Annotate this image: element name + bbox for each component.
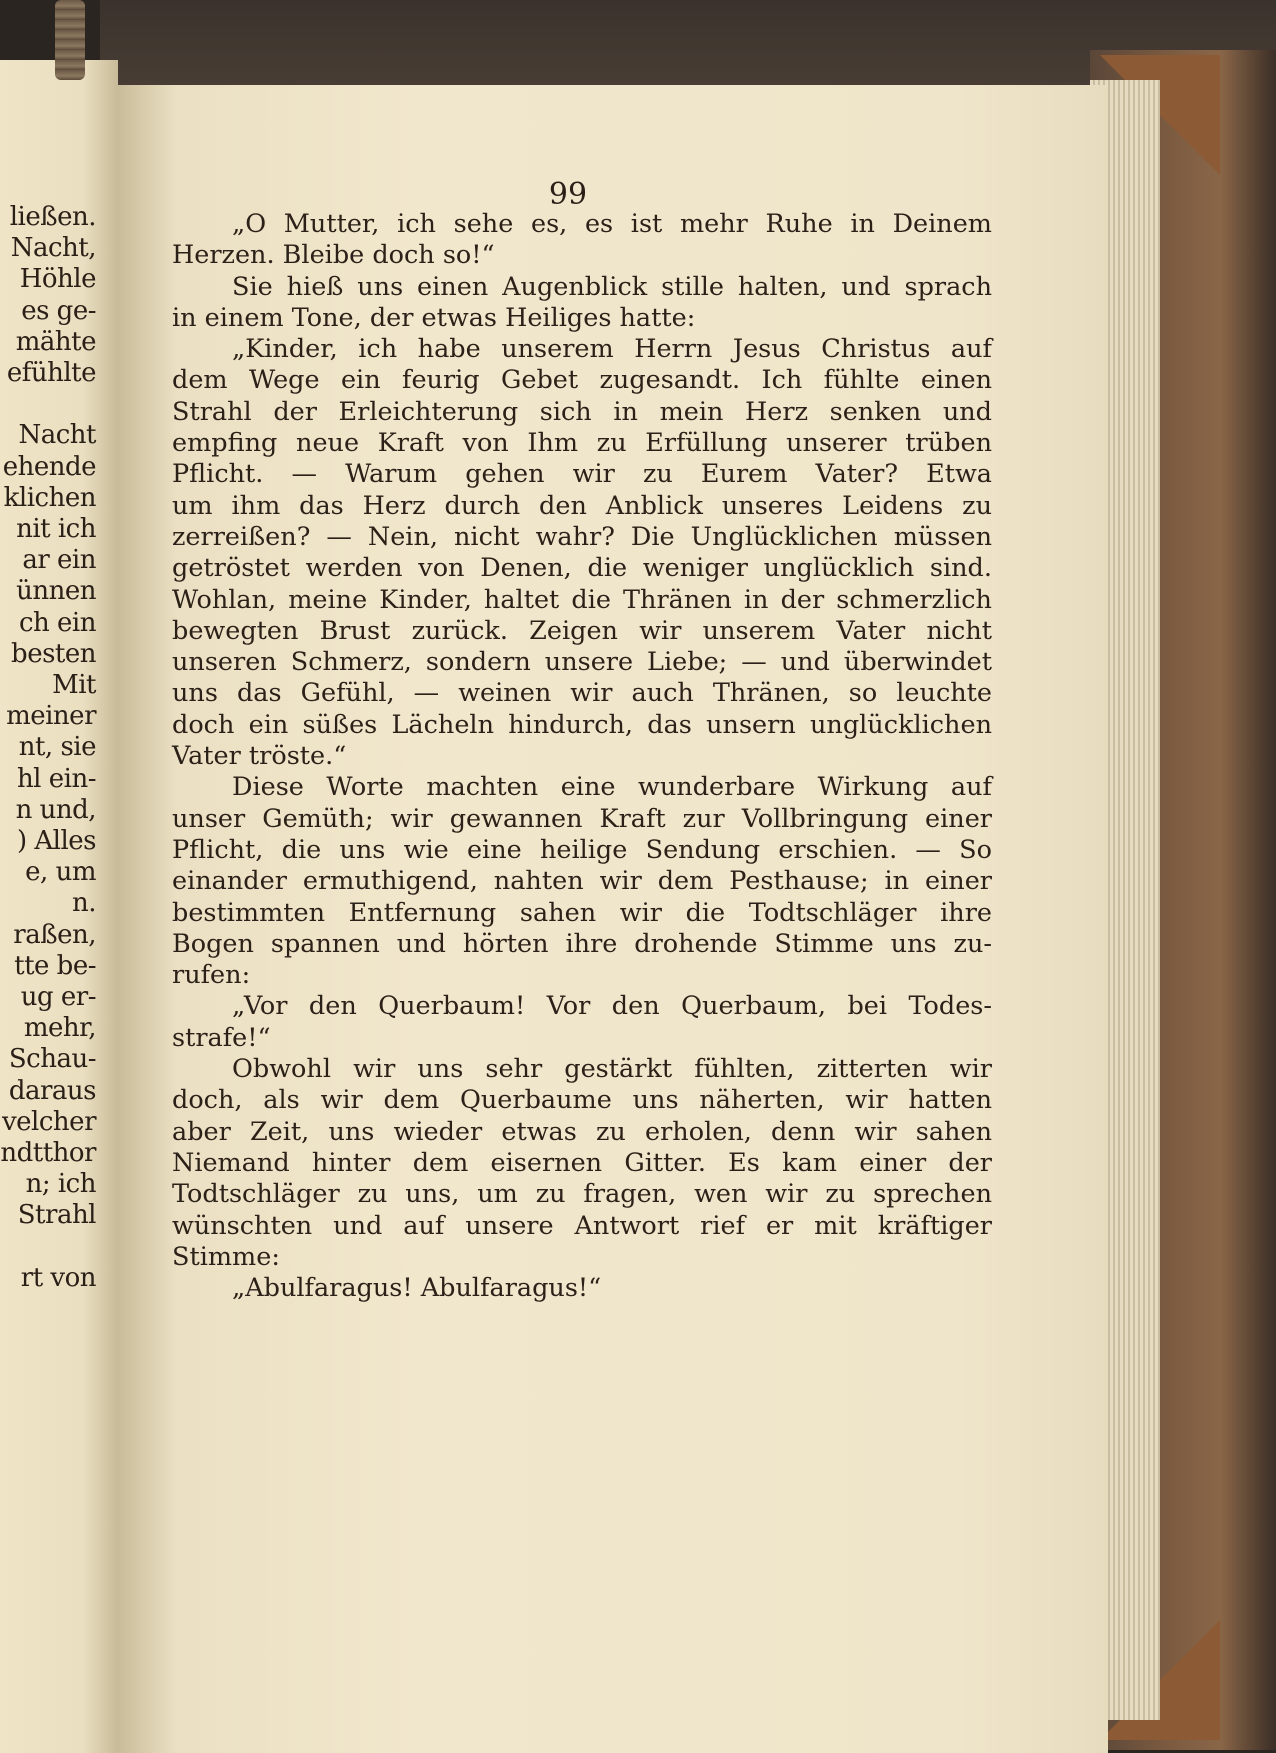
left-page-fragment: ) Alles	[16, 826, 96, 856]
text-line: aber Zeit, uns wieder etwas zu erholen, denn wir sahen	[172, 1116, 992, 1147]
left-page-fragment: ließen.	[9, 202, 96, 232]
text-line: uns das Gefühl, — weinen wir auch Thränen, so leuchte	[172, 678, 992, 709]
text-line: unser Gemüth; wir gewannen Kraft zur Vollbringung einer	[172, 803, 992, 834]
text-line: Wohlan, meine Kinder, haltet die Thränen in der schmerzlich	[172, 584, 992, 615]
text-line: einander ermuthigend, nahten wir dem Pesthause; in einer	[172, 866, 992, 897]
left-page-fragment: n.	[71, 888, 96, 919]
text-line: strafe!“	[172, 1022, 271, 1053]
left-page-fragment: Höhle	[19, 264, 96, 295]
text-line: Pflicht, die uns wie eine heilige Sendung erschien. — So	[172, 834, 992, 865]
left-page-fragment: ug er-	[20, 982, 96, 1012]
left-page-fragment: nit ich	[16, 514, 96, 544]
text-line: Sie hieß uns einen Augenblick stille halten, und sprach	[232, 271, 992, 302]
left-page-fragment: besten	[11, 638, 96, 669]
text-line: Niemand hinter dem eisernen Gitter. Es kam einer der	[172, 1147, 992, 1178]
left-page-fragment: ar ein	[22, 545, 96, 576]
text-line: „Abulfaragus! Abulfaragus!“	[232, 1273, 602, 1304]
left-page-fragment: rt von	[20, 1262, 96, 1293]
left-page-fragment: ehende	[2, 451, 96, 482]
left-page	[0, 60, 118, 1753]
left-page-fragment: n und,	[15, 794, 96, 825]
left-page-fragment: raßen,	[13, 919, 96, 950]
text-line: bestimmten Entfernung sahen wir die Todtschläger ihre	[172, 897, 992, 928]
left-page-fragment: mehr,	[23, 1013, 96, 1044]
left-page-fragment: nt, sie	[18, 732, 96, 763]
text-line: Pflicht. — Warum gehen wir zu Eurem Vater? Etwa	[172, 459, 992, 490]
left-page-fragment: Mit	[52, 670, 96, 700]
left-page-fragment: Nacht	[18, 420, 96, 451]
text-line: unseren Schmerz, sondern unsere Liebe; — und überwindet	[172, 647, 992, 678]
left-page-fragment: meiner	[6, 701, 96, 732]
text-line: „Kinder, ich habe unserem Herrn Jesus Christus auf	[232, 334, 992, 365]
text-line: getröstet werden von Denen, die weniger unglücklich sind.	[172, 553, 992, 584]
text-line: Diese Worte machten eine wunderbare Wirkung auf	[232, 772, 992, 803]
left-page-fragment: tte be-	[14, 950, 96, 981]
left-page-fragment: klichen	[3, 482, 96, 513]
text-line: rufen:	[172, 960, 251, 991]
left-page-fragment: efühlte	[6, 358, 96, 388]
text-line: in einem Tone, der etwas Heiliges hatte:	[172, 302, 696, 333]
text-line: Bogen spannen und hörten ihre drohende Stimme uns zu-	[172, 928, 992, 959]
page-text	[172, 209, 992, 1304]
left-page-fragment: Nacht,	[10, 233, 96, 264]
left-page-fragment: n; ich	[25, 1169, 96, 1200]
text-line: Vater tröste.“	[172, 741, 347, 772]
left-page-fragment: velcher	[1, 1106, 96, 1137]
text-line: zerreißen? — Nein, nicht wahr? Die Unglücklichen müssen	[172, 521, 992, 552]
text-line: doch ein süßes Lächeln hindurch, das unsern unglücklichen	[172, 709, 992, 740]
text-line: Strahl der Erleichterung sich in mein Herz senken und	[172, 396, 992, 427]
left-page-fragment: ch ein	[18, 607, 96, 638]
left-page-fragment: e, um	[25, 857, 96, 888]
text-line: wünschten und auf unsere Antwort rief er mit kräftiger	[172, 1210, 992, 1241]
text-line: Todtschläger zu uns, um zu fragen, wen wir zu sprechen	[172, 1179, 992, 1210]
text-line: Obwohl wir uns sehr gestärkt fühlten, zitterten wir	[232, 1054, 992, 1085]
bookmark-ribbon	[55, 0, 85, 80]
left-page-fragment: ünnen	[16, 576, 96, 607]
text-line: Stimme:	[172, 1241, 280, 1272]
left-page-fragment: mähte	[15, 326, 96, 357]
page-number: 99	[548, 177, 588, 212]
text-line: Herzen. Bleibe doch so!“	[172, 240, 495, 271]
text-line: empfing neue Kraft von Ihm zu Erfüllung unserer trüben	[172, 428, 992, 459]
text-line: um ihm das Herz durch den Anblick unseres Leidens zu	[172, 490, 992, 521]
left-page-fragment: Schau-	[8, 1044, 96, 1075]
text-line: bewegten Brust zurück. Zeigen wir unserem Vater nicht	[172, 615, 992, 646]
text-line: „Vor den Querbaum! Vor den Querbaum, bei Todes-	[232, 991, 992, 1022]
left-page-fragment: es ge-	[21, 295, 96, 326]
text-line: doch, als wir dem Querbaume uns näherten, wir hatten	[172, 1085, 992, 1116]
left-page-fragment: daraus	[8, 1075, 96, 1106]
left-page-fragment: Strahl	[17, 1200, 96, 1231]
left-page-fragment: ndtthor	[0, 1138, 96, 1168]
left-page-fragment: hl ein-	[16, 763, 96, 794]
text-line: „O Mutter, ich sehe es, es ist mehr Ruhe in Deinem	[232, 209, 992, 239]
text-line: dem Wege ein feurig Gebet zugesandt. Ich fühlte einen	[172, 365, 992, 396]
